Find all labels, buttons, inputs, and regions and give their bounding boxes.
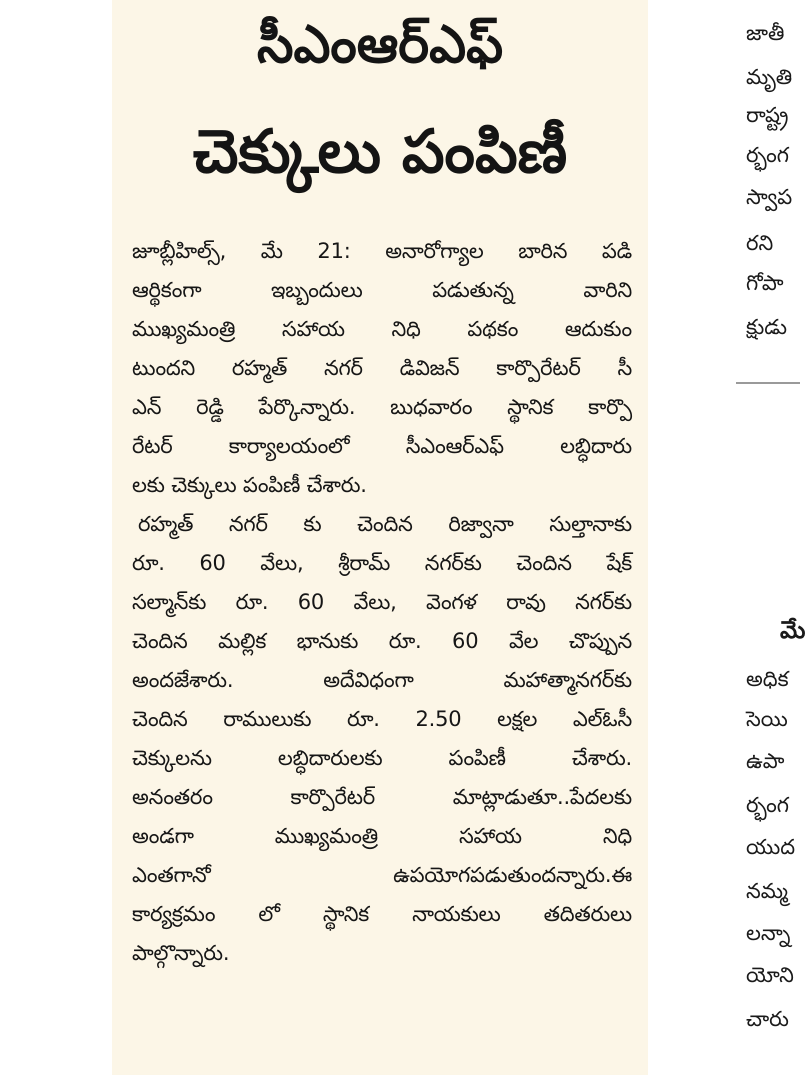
- paragraph-2-line: పాల్గొన్నారు.: [132, 941, 230, 965]
- column-divider: [736, 382, 800, 384]
- adjacent-text-fragment: అధిక: [746, 667, 789, 691]
- adjacent-text-fragment: నమ్మ: [746, 879, 788, 903]
- paragraph-1-line: ఎన్ రెడ్డి పేర్కొన్నారు. బుధవారం స్థానిక కార్పొ: [132, 395, 632, 419]
- adjacent-text-fragment: యుద: [746, 835, 796, 859]
- headline-line-2: చెక్కులు పంపిణీ: [192, 117, 568, 187]
- adjacent-text-fragment: ర్భంగ: [746, 793, 790, 817]
- paragraph-1-line: జూబ్లీహిల్స్, మే 21: అనారోగ్యాల బారిన పడి: [132, 239, 632, 263]
- adjacent-text-fragment: గోపా: [746, 271, 784, 295]
- adjacent-text-fragment: జాతీ: [746, 21, 785, 45]
- paragraph-2-line: అండగా ముఖ్యమంత్రి సహాయ నిధి: [132, 824, 632, 848]
- adjacent-text-fragment: క్షుడు: [746, 315, 788, 339]
- headline-line-1: సీఎంఆర్ఎఫ్: [256, 15, 504, 75]
- adjacent-heading-fragment: మే: [780, 616, 805, 644]
- paragraph-2-line: చెందిన మల్లిక భానుకు రూ. 60 వేల చొప్పున: [132, 629, 632, 653]
- adjacent-text-fragment: స్వాప: [746, 185, 793, 209]
- paragraph-2-line: రూ. 60 వేలు, శ్రీరామ్ నగర్‌కు చెందిన షేక్: [132, 551, 632, 575]
- adjacent-text-fragment: ర్భంగ: [746, 143, 790, 167]
- adjacent-text-fragment: లన్నా: [746, 921, 791, 945]
- paragraph-2-line: ఎంతగానో ఉపయోగపడుతుందన్నారు.ఈ: [132, 863, 632, 887]
- adjacent-text-fragment: మృతి: [746, 65, 793, 89]
- adjacent-text-fragment: ఉపా: [746, 749, 785, 773]
- article-body: [132, 232, 632, 973]
- paragraph-2-line: అనంతరం కార్పొరేటర్ మాట్లాడుతూ..పేదలకు: [132, 785, 632, 809]
- paragraph-2-line: చెక్కులను లబ్ధిదారులకు పంపిణీ చేశారు.: [132, 746, 632, 770]
- left-margin: [0, 0, 112, 1090]
- news-clipping: [112, 0, 648, 1075]
- adjacent-text-fragment: యోని: [746, 963, 794, 987]
- adjacent-text-fragment: చారు: [746, 1007, 789, 1031]
- paragraph-1-line: ఆర్థికంగా ఇబ్బందులు పడుతున్న వారిని: [132, 278, 632, 302]
- adjacent-text-fragment: రాష్ట్ర: [746, 103, 789, 127]
- adjacent-text-fragment: సెయి: [746, 707, 788, 731]
- paragraph-2-line: కార్యక్రమం లో స్థానిక నాయకులు తదితరులు: [132, 902, 632, 926]
- paragraph-2-line: చెందిన రాములుకు రూ. 2.50 లక్షల ఎల్ఓసీ: [132, 707, 632, 731]
- paragraph-2-line: సల్మాన్‌కు రూ. 60 వేలు, వెంగళ రావు నగర్‌కు: [132, 590, 632, 614]
- adjacent-text-fragment: రని: [746, 231, 774, 255]
- adjacent-article-column: [730, 0, 805, 1090]
- paragraph-2-line: అందజేశారు. అదేవిధంగా మహాత్మానగర్‌కు: [132, 668, 632, 692]
- paragraph-1-line: రేటర్ కార్యాలయంలో సీఎంఆర్ఎఫ్ లబ్ధిదారు: [132, 434, 632, 458]
- paragraph-1-line: టుందని రహ్మత్ నగర్ డివిజన్ కార్పొరేటర్ సీ: [132, 356, 632, 380]
- paragraph-1-line: ముఖ్యమంత్రి సహాయ నిధి పథకం ఆదుకుం: [132, 317, 632, 341]
- paragraph-2-line: రహ్మత్ నగర్ కు చెందిన రిజ్వానా సుల్తానాకు: [138, 512, 632, 536]
- paragraph-1-line: లకు చెక్కులు పంపిణీ చేశారు.: [132, 473, 367, 497]
